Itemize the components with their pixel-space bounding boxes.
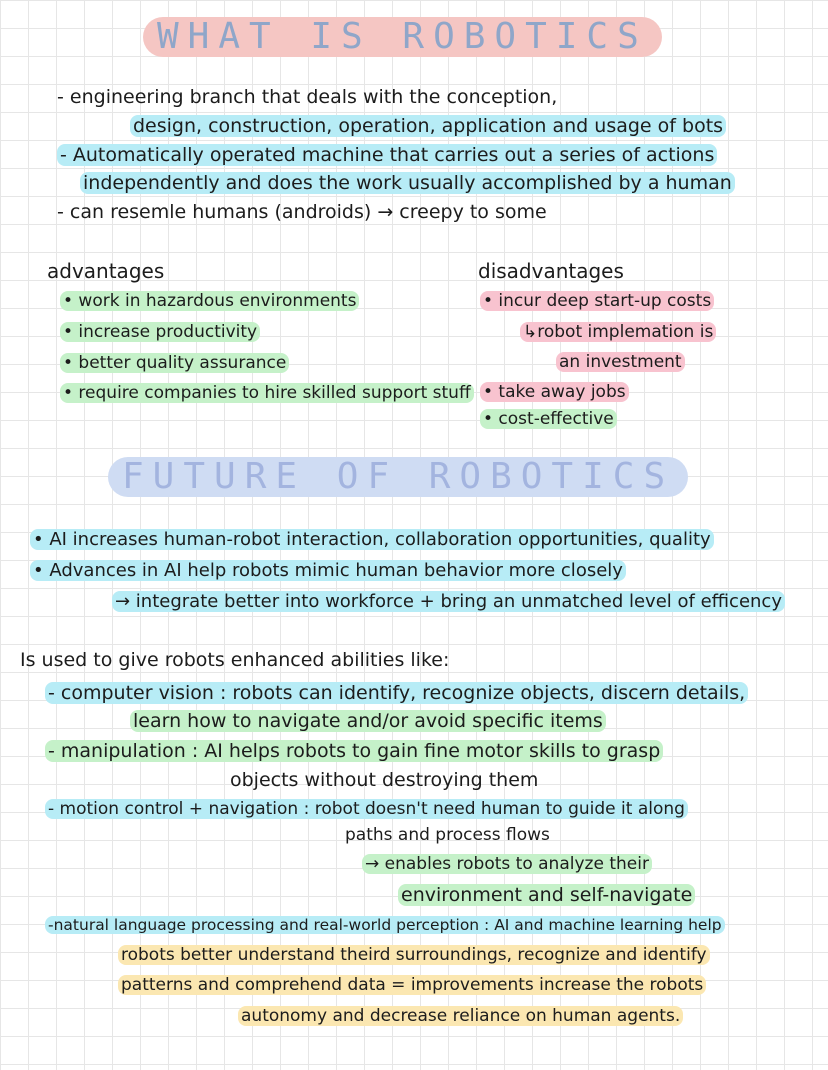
disadvantage-subnote (520, 321, 716, 343)
computer-vision-line-2: learn how to navigate and/or avoid specific items (130, 710, 606, 732)
natural-language-line-3: patterns and comprehend data = improvements increase the robots (118, 975, 706, 995)
title-what-is-robotics: WHAT IS ROBOTICS (143, 17, 662, 57)
advantage-item (60, 352, 289, 374)
future-text-1: • AI increases human-robot interaction, collaboration opportunities, quality (30, 529, 714, 550)
ability-manipulation-cont (230, 768, 538, 792)
definition-line-1 (57, 85, 557, 109)
definition-text-4: independently and does the work usually accomplished by a human (80, 172, 735, 194)
natural-language-line-4: autonomy and decrease reliance on human agents. (238, 1006, 683, 1026)
ability-motion-control (45, 797, 688, 821)
definition-line-2 (130, 114, 726, 138)
advantage-item (60, 321, 260, 343)
advantage-item (60, 382, 474, 404)
title-future-of-robotics: FUTURE OF ROBOTICS (108, 457, 688, 497)
ability-computer-vision-cont (130, 709, 606, 733)
definition-line-5 (57, 200, 547, 224)
future-text-3: → integrate better into workforce + bring an unmatched level of efficency (112, 591, 785, 612)
disadvantage-subnote-1: ↳robot implemation is (520, 322, 716, 342)
future-bullet-1 (30, 528, 714, 552)
future-text-2: • Advances in AI help robots mimic human behavior more closely (30, 560, 626, 581)
advantage-text-4: • require companies to hire skilled support stuff (60, 383, 474, 403)
computer-vision-line-1: - computer vision : robots can identify, recognize objects, discern details, (45, 682, 748, 704)
disadvantage-subnote (556, 351, 685, 373)
manipulation-line-2: objects without destroying them (230, 769, 539, 791)
motion-control-line-2: paths and process flows (345, 825, 550, 845)
advantage-text-1: • work in hazardous environments (60, 291, 359, 311)
advantage-text-2: • increase productivity (60, 322, 260, 342)
disadvantage-item (480, 290, 714, 312)
definition-text-2: design, construction, operation, application and usage of bots (130, 115, 726, 137)
natural-language-line-1: -natural language processing and real-world perception : AI and machine learning help (45, 916, 725, 934)
ability-manipulation (45, 739, 663, 763)
abilities-intro-text: Is used to give robots enhanced abilities like: (20, 649, 450, 671)
manipulation-line-1: - manipulation : AI helps robots to gain fine motor skills to grasp (45, 740, 663, 762)
advantages-heading: advantages (47, 259, 165, 283)
definition-line-4 (80, 171, 735, 195)
ability-motion-control-end (398, 883, 695, 907)
ability-motion-control-cont (345, 823, 550, 847)
disadvantage-text-3: • cost-effective (480, 409, 617, 429)
motion-control-line-4: environment and self-navigate (398, 884, 695, 906)
ability-natural-language (45, 913, 725, 937)
future-subpoint (112, 590, 785, 614)
disadvantages-heading: disadvantages (478, 259, 624, 283)
ability-motion-control-arrow (362, 852, 652, 876)
ability-natural-language-cont (118, 973, 706, 997)
advantage-text-3: • better quality assurance (60, 353, 289, 373)
future-bullet-2 (30, 559, 626, 583)
motion-control-line-1: - motion control + navigation : robot doesn't need human to guide it along (45, 799, 688, 819)
ability-computer-vision (45, 681, 748, 705)
definition-line-3 (57, 143, 717, 167)
advantage-item (60, 290, 359, 312)
natural-language-line-2: robots better understand theird surroundings, recognize and identify (118, 945, 710, 965)
definition-text-3: - Automatically operated machine that carries out a series of actions (57, 144, 717, 166)
ability-natural-language-cont (118, 943, 710, 967)
ability-natural-language-end (238, 1004, 683, 1028)
disadvantage-item (480, 408, 617, 430)
disadvantage-subnote-2: an investment (556, 352, 685, 372)
motion-control-line-3: → enables robots to analyze their (362, 854, 652, 874)
disadvantage-text-2: • take away jobs (480, 382, 629, 402)
definition-text-5: - can resemle humans (androids) → creepy to some (57, 201, 547, 223)
definition-text-1: - engineering branch that deals with the conception, (57, 86, 558, 108)
abilities-intro (20, 648, 449, 672)
disadvantage-text-1: • incur deep start-up costs (480, 291, 714, 311)
disadvantage-item (480, 381, 629, 403)
